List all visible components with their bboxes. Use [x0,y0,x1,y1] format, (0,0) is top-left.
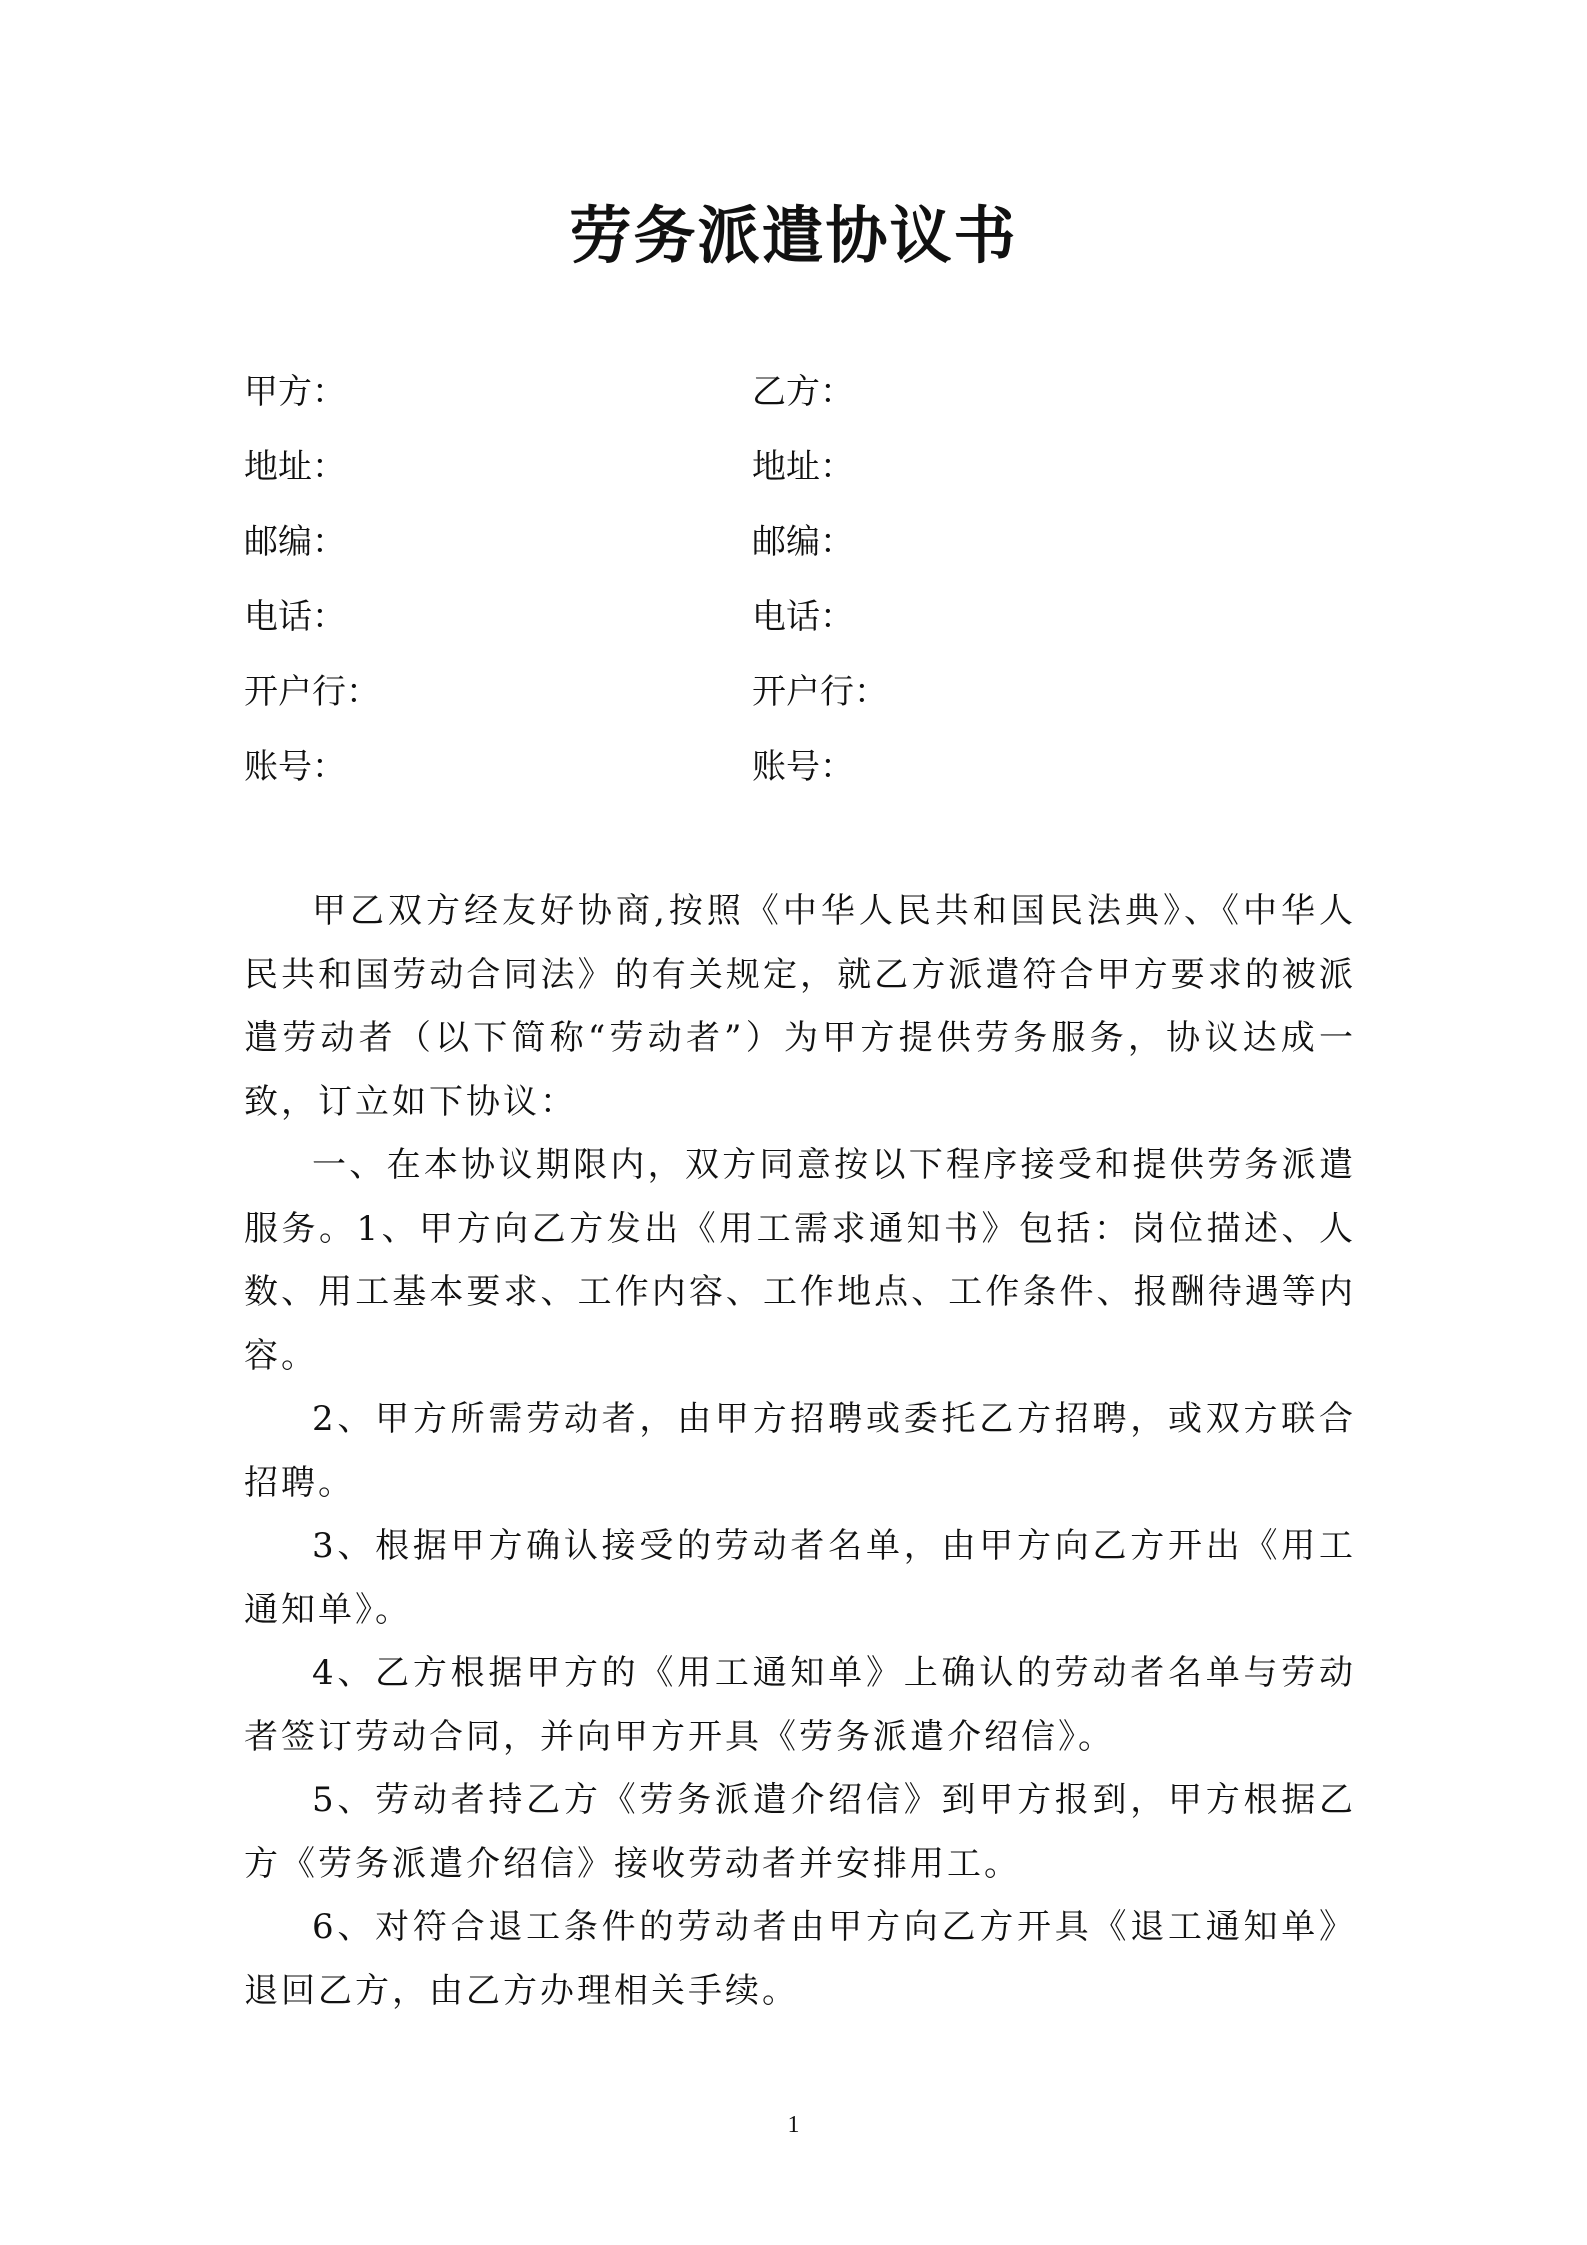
party-a-bank-label: 开户行： [244,672,380,712]
party-info-block [244,362,1344,812]
paragraph-preamble: 甲乙双方经友好协商,按照《中华人民共和国民法典》、《中华人民共和国劳动合同法》的有关规定，就乙方派遣符合甲方要求的被派遣劳动者（以下简称“劳动者”）为甲方提供劳务服务，协议达成一致，订立如下协议： [244,891,1356,1122]
party-a-name-label: 甲方： [244,372,346,412]
paragraph-clause-2: 2、甲方所需劳动者，由甲方招聘或委托乙方招聘，或双方联合招聘。 [244,1399,1356,1503]
party-row-bank [244,662,1344,737]
party-b-account-label: 账号： [752,747,854,787]
paragraph-clause-5: 5、劳动者持乙方《劳务派遣介绍信》到甲方报到，甲方根据乙方《劳务派遣介绍信》接收劳动者并安排用工。 [244,1780,1356,1884]
party-b-postcode-label: 邮编： [752,522,854,562]
paragraph-clause-6: 6、对符合退工条件的劳动者由甲方向乙方开具《退工通知单》退回乙方，由乙方办理相关手续。 [244,1907,1356,2011]
party-row-postcode [244,512,1344,587]
party-b-name-label: 乙方： [752,372,854,412]
paragraph-clause-3: 3、根据甲方确认接受的劳动者名单，由甲方向乙方开出《用工通知单》。 [244,1526,1356,1630]
party-row-phone [244,587,1344,662]
party-row-name [244,362,1344,437]
party-b-phone-label: 电话： [752,597,854,637]
party-b-bank-label: 开户行： [752,672,888,712]
paragraph-clause-4: 4、乙方根据甲方的《用工通知单》上确认的劳动者名单与劳动者签订劳动合同，并向甲方开具《劳务派遣介绍信》。 [244,1653,1356,1757]
party-a-postcode-label: 邮编： [244,522,346,562]
party-row-account [244,737,1344,812]
party-row-address [244,437,1344,512]
page-number: 1 [787,2112,800,2138]
party-a-address-label: 地址： [244,447,346,487]
party-a-phone-label: 电话： [244,597,346,637]
party-b-address-label: 地址： [752,447,854,487]
party-a-account-label: 账号： [244,747,346,787]
document-title: 劳务派遣协议书 [569,199,1018,272]
agreement-body [244,880,1356,2023]
paragraph-clause-1: 一、在本协议期限内，双方同意按以下程序接受和提供劳务派遣服务。1、甲方向乙方发出《用工需求通知书》包括：岗位描述、人数、用工基本要求、工作内容、工作地点、工作条件、报酬待遇等内容。 [244,1145,1356,1376]
